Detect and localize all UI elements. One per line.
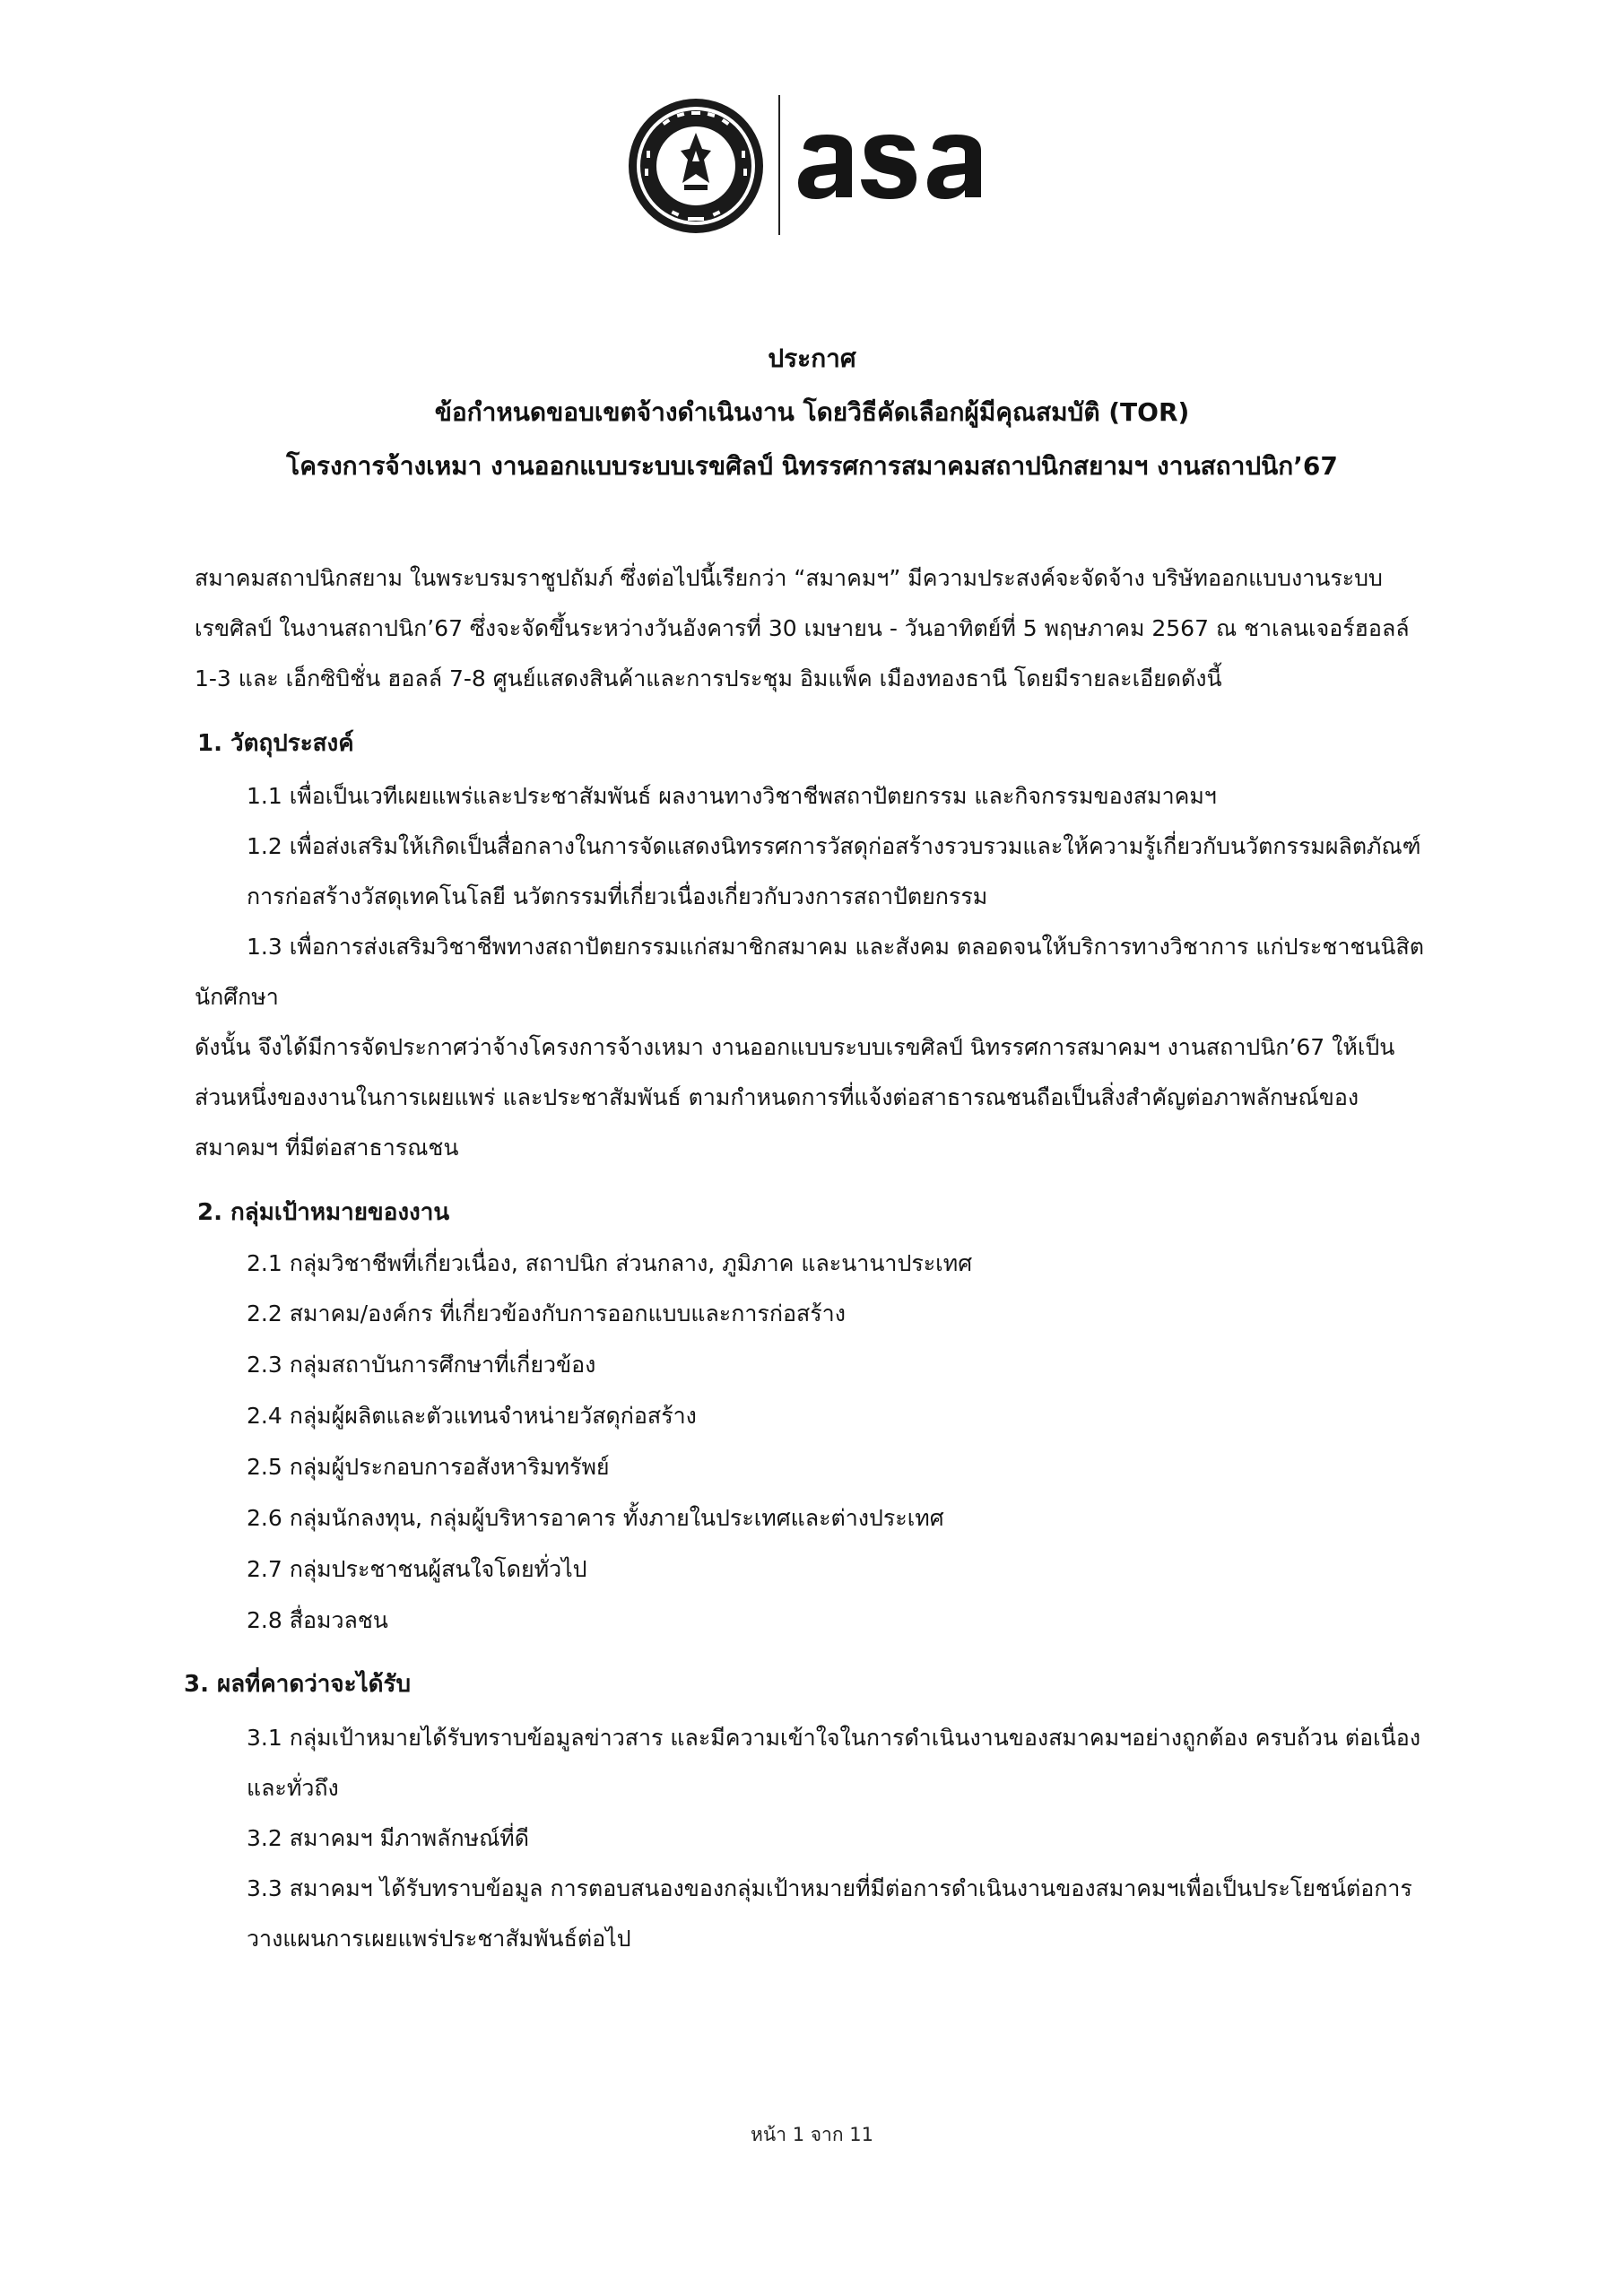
section-1-item-3-line-1: 1.3 เพื่อการส่งเสริมวิชาชีพทางสถาปัตยกรรมแก่สมาชิกสมาคม และสังคม ตลอดจนให้บริการทางวิชาการ แก่ประชาชนนิสิต	[247, 934, 1425, 960]
section-2-item: 2.4 กลุ่มผู้ผลิตและตัวแทนจำหน่ายวัสดุก่อสร้าง	[247, 1403, 697, 1429]
section-3-item-1-line-2: และทั่วถึง	[247, 1775, 339, 1801]
section-3-item-1-line-1: 3.1 กลุ่มเป้าหมายได้รับทราบข้อมูลข่าวสาร และมีความเข้าใจในการดำเนินงานของสมาคมฯอย่างถูกต้อง ครบถ้วน ต่อเนื่อง	[247, 1725, 1421, 1751]
section-1-item-2-line-1: 1.2 เพื่อส่งเสริมให้เกิดเป็นสื่อกลางในการจัดแสดงนิทรรศการวัสดุก่อสร้างรวบรวมและให้ความรู้เกี่ยวกับนวัตกรรมผลิตภัณฑ์	[247, 833, 1421, 859]
section-3-item-3-line-2: วางแผนการเผยแพร่ประชาสัมพันธ์ต่อไป	[247, 1926, 631, 1952]
summary-line-1: ดังนั้น จึงได้มีการจัดประกาศว่าจ้างโครงการจ้างเหมา งานออกแบบระบบเรขศิลป์ นิทรรศการสมาคมฯ งานสถาปนิก’67 ให้เป็น	[195, 1034, 1395, 1060]
section-3-item-3-line-1: 3.3 สมาคมฯ ได้รับทราบข้อมูล การตอบสนองของกลุ่มเป้าหมายที่มีต่อการดำเนินงานของสมาคมฯเพื่อเป็นประโยชน์ต่อการ	[247, 1875, 1412, 1901]
section-3-heading: 3. ผลที่คาดว่าจะได้รับ	[184, 1671, 412, 1698]
section-2-item: 2.7 กลุ่มประชาชนผู้สนใจโดยทั่วไป	[247, 1556, 587, 1582]
summary-line-2: ส่วนหนึ่งของงานในการเผยแพร่ และประชาสัมพันธ์ ตามกำหนดการที่แจ้งต่อสาธารณชนถือเป็นสิ่งสำคัญต่อภาพลักษณ์ของ	[195, 1084, 1359, 1110]
announcement-title: ประกาศ	[768, 344, 856, 373]
intro-line-2: เรขศิลป์ ในงานสถาปนิก’67 ซึ่งจะจัดขึ้นระหว่างวันอังคารที่ 30 เมษายน - วันอาทิตย์ที่ 5 พฤษภาคม 2567 ณ ชาเลนเจอร์ฮอลล์	[195, 615, 1410, 641]
page-number: หน้า 1 จาก 11	[751, 2124, 873, 2145]
logo-header	[0, 88, 1624, 240]
section-2-heading: 2. กลุ่มเป้าหมายของงาน	[197, 1199, 450, 1226]
section-2-item: 2.1 กลุ่มวิชาชีพที่เกี่ยวเนื่อง, สถาปนิก ส่วนกลาง, ภูมิภาค และนานาประเทศ	[247, 1250, 973, 1276]
section-1-heading: 1. วัตถุประสงค์	[197, 730, 354, 757]
section-2-item: 2.8 สื่อมวลชน	[247, 1607, 388, 1633]
logo-divider	[778, 95, 780, 235]
asa-brand-logo	[796, 131, 995, 201]
section-2-item: 2.3 กลุ่มสถาบันการศึกษาที่เกี่ยวข้อง	[247, 1352, 596, 1378]
section-1-item-2-line-2: การก่อสร้างวัสดุเทคโนโลยี นวัตกรรมที่เกี่ยวเนื่องเกี่ยวกับวงการสถาปัตยกรรม	[247, 883, 988, 909]
intro-line-3: 1-3 และ เอ็กซิบิชั่น ฮอลล์ 7-8 ศูนย์แสดงสินค้าและการประชุม อิมแพ็ค เมืองทองธานี โดยมีรายละเอียดดังนี้	[195, 665, 1222, 691]
section-1-item-1: 1.1 เพื่อเป็นเวทีเผยแพร่และประชาสัมพันธ์ ผลงานทางวิชาชีพสถาปัตยกรรม และกิจกรรมของสมาคมฯ	[247, 783, 1217, 809]
summary-line-3: สมาคมฯ ที่มีต่อสาธารณชน	[195, 1135, 459, 1161]
section-1-item-3-line-2: นักศึกษา	[195, 984, 279, 1010]
section-2-item: 2.2 สมาคม/องค์กร ที่เกี่ยวข้องกับการออกแบบและการก่อสร้าง	[247, 1300, 846, 1326]
project-title: โครงการจ้างเหมา งานออกแบบระบบเรขศิลป์ นิทรรศการสมาคมสถาปนิกสยามฯ งานสถาปนิก’67	[286, 451, 1338, 481]
association-seal-logo	[627, 97, 765, 235]
section-3-item-2: 3.2 สมาคมฯ มีภาพลักษณ์ที่ดี	[247, 1825, 529, 1851]
intro-line-1: สมาคมสถาปนิกสยาม ในพระบรมราชูปถัมภ์ ซึ่งต่อไปนี้เรียกว่า “สมาคมฯ” มีความประสงค์จะจัดจ้าง บริษัทออกแบบงานระบบ	[195, 565, 1383, 591]
tor-subtitle: ข้อกำหนดขอบเขตจ้างดำเนินงาน โดยวิธีคัดเลือกผู้มีคุณสมบัติ (TOR)	[434, 397, 1190, 427]
section-2-item: 2.6 กลุ่มนักลงทุน, กลุ่มผู้บริหารอาคาร ทั้งภายในประเทศและต่างประเทศ	[247, 1505, 944, 1531]
section-2-item: 2.5 กลุ่มผู้ประกอบการอสังหาริมทรัพย์	[247, 1454, 610, 1480]
